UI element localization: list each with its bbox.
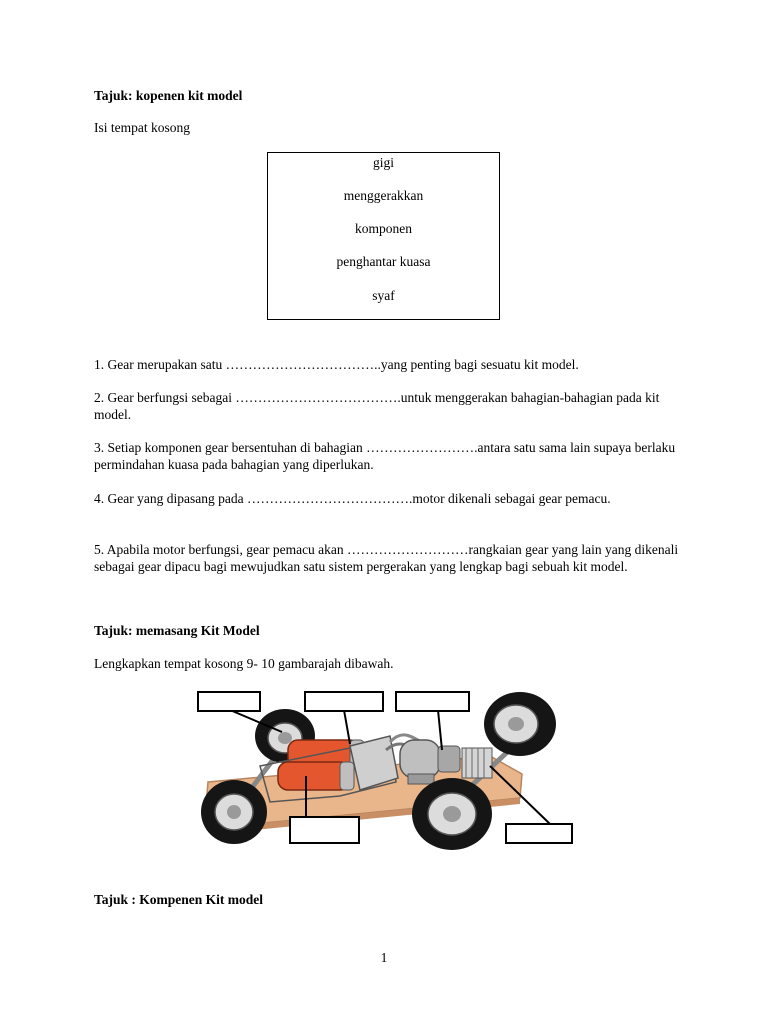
motor-2	[278, 762, 354, 790]
section1-heading: Tajuk: kopenen kit model	[94, 88, 243, 103]
gear-set	[462, 748, 492, 778]
page-number: 1	[380, 950, 388, 965]
label-box-5[interactable]	[505, 823, 573, 844]
word-bank-item: syaf	[372, 288, 395, 303]
front-wheel-top	[484, 692, 556, 756]
front-wheel-bottom	[412, 778, 492, 850]
label-box-3[interactable]	[395, 691, 470, 712]
question-1: 1. Gear merupakan satu ……………………………..yang penting bagi sesuatu kit model.	[94, 357, 579, 372]
section2-instruction: Lengkapkan tempat kosong 9- 10 gambarajah dibawah.	[94, 656, 394, 671]
word-bank-item: gigi	[372, 155, 394, 170]
label-box-2[interactable]	[304, 691, 384, 712]
word-bank-box	[267, 152, 500, 320]
question-5: 5. Apabila motor berfungsi, gear pemacu akan ………………………rangkaian gear yang lain yang dikenali sebagai gear dipacu bagi mewujudkan satu sistem pergerakan yang lengkap bagi sebuah kit model.	[94, 542, 679, 574]
rear-wheel-bottom	[201, 780, 267, 844]
word-bank-item: penghantar kuasa	[336, 254, 431, 269]
word-bank-item: menggerakkan	[343, 188, 424, 203]
question-2: 2. Gear berfungsi sebagai ……………………………….untuk menggerakan bahagian-bahagian pada kit model.	[94, 390, 660, 422]
question-3: 3. Setiap komponen gear bersentuhan di bahagian …………………….antara satu sama lain supaya berlaku permindahan kuasa pada bahagian yang diperlukan.	[94, 440, 676, 472]
label-box-1[interactable]	[197, 691, 261, 712]
section1-instruction: Isi tempat kosong	[94, 120, 190, 135]
label-box-4[interactable]	[289, 816, 360, 844]
section2-heading: Tajuk: memasang Kit Model	[94, 623, 260, 638]
section3-heading: Tajuk : Kompenen Kit model	[94, 892, 264, 907]
question-4: 4. Gear yang dipasang pada ……………………………….motor dikenali sebagai gear pemacu.	[94, 491, 611, 506]
word-bank-item: komponen	[355, 221, 412, 236]
